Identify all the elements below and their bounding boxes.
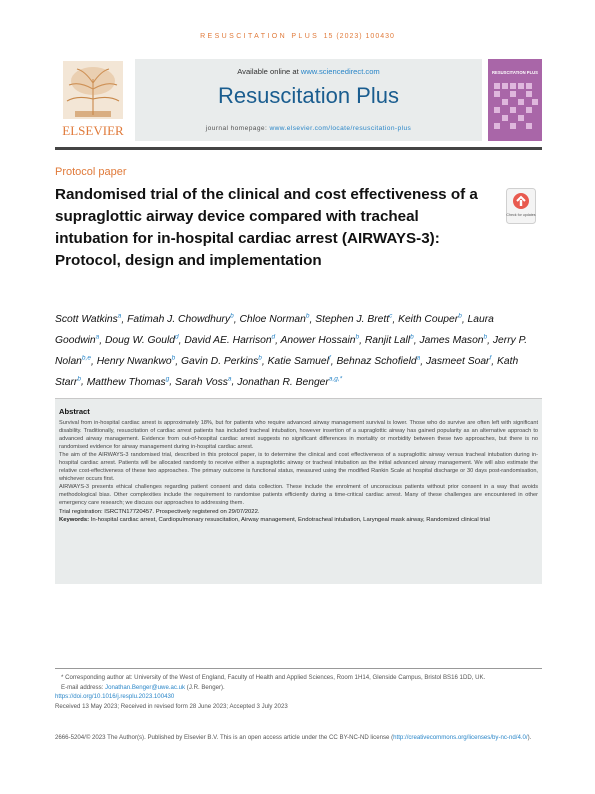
- author-affiliation-marker[interactable]: b: [230, 313, 234, 320]
- author-name: Jerry P. Nolan: [55, 335, 528, 368]
- copyright-end: ).: [527, 734, 532, 741]
- author-name: Keith Couper: [398, 314, 459, 326]
- author-name: Laura Goodwin: [55, 314, 494, 347]
- author-affiliation-marker[interactable]: a,g,*: [328, 375, 343, 383]
- author-affiliation-marker[interactable]: b: [305, 313, 310, 320]
- author: [184, 335, 275, 346]
- author: [365, 335, 414, 346]
- doi-link[interactable]: https://doi.org/10.1016/j.resplu.2023.100430: [55, 693, 175, 701]
- license-link[interactable]: http://creativecommons.org/licenses/by-nc-nd/4.0/: [393, 734, 528, 741]
- running-head: [0, 33, 595, 40]
- available-prefix: Available online at: [237, 67, 299, 76]
- journal-title: Resuscitation Plus: [218, 83, 399, 108]
- author-affiliation-marker[interactable]: b: [258, 354, 262, 362]
- author: [97, 356, 176, 367]
- abstract-paragraph: AIRWAYS-3 presents ethical challenges regarding patient consent and data collection. These include the enrolment of unconscious patients without prior consent in a way that avoids methodological bias. Other complexities include the requirement to randomise patients efficiently during a time-critical cardiac arrest. Many of these challenges are encountered in other emergency care research; we discuss our approaches to addressing them.: [59, 484, 538, 507]
- check-for-updates-badge[interactable]: [506, 188, 536, 224]
- author-affiliation-marker[interactable]: b: [458, 313, 462, 320]
- author-name: Anower Hossain: [280, 335, 356, 347]
- received-dates: Received 13 May 2023; Received in revised form 28 June 2023; Accepted 3 July 2023: [55, 703, 288, 711]
- check-updates-label: Check for updates: [506, 213, 536, 217]
- author-name: Henry Nwankwo: [96, 356, 172, 368]
- email-link[interactable]: Jonathan.Benger@uwe.ac.uk: [105, 683, 186, 691]
- author-list: Scott Watkins$^a$, Fatimah J. Chowdhury$^b$, Chloe Norman$^b$, Stephen J. Brett$^c$, Keith Couper$^b$, Laura Goodwin$^a$, Doug W. Gould$^d$, David AE. Harrison$^d$, Anower Hossain$^b$, Ranjit Lall$^b$, James Mason$^b$, Jerry P. Nolan$^{b,e}$, Henry Nwankwo$^b$, Gavin D. Perkins$^b$, Katie Samuel$^f$, Behnaz Schofield$^a$, Jasmeet Soar$^f$, Kath Starr$^b$, Matthew Thomas$^g$, Sarah Voss$^a$, Jonathan R. Benger$^{a,g,*}$: [55, 313, 528, 388]
- footnotes: [55, 673, 542, 712]
- author: [426, 356, 491, 367]
- author: [87, 377, 170, 388]
- author: [181, 356, 262, 367]
- author-affiliation-marker[interactable]: a: [95, 333, 100, 341]
- author-affiliation-marker[interactable]: c: [389, 313, 393, 320]
- copyright-notice: [55, 733, 542, 742]
- header-rule: [55, 147, 542, 150]
- author-name: Fatimah J. Chowdhury: [127, 314, 231, 326]
- author-name: Gavin D. Perkins: [181, 356, 259, 368]
- author-name: Jasmeet Soar: [425, 356, 490, 368]
- keywords-label: Keywords:: [59, 516, 90, 523]
- email-prefix: E-mail address:: [61, 683, 104, 691]
- author-affiliation-marker[interactable]: f: [489, 354, 492, 362]
- author-name: David AE. Harrison: [184, 335, 272, 347]
- author-affiliation-marker[interactable]: a: [117, 313, 122, 320]
- author-affiliation-marker[interactable]: g: [165, 375, 170, 383]
- running-head-citation: 15 (2023) 100430: [323, 33, 395, 40]
- cover-title: RESUSCITATION PLUS: [492, 70, 538, 75]
- author-affiliation-marker[interactable]: d: [175, 333, 179, 341]
- author-affiliation-marker[interactable]: f: [328, 354, 331, 362]
- corresponding-author-note: * Corresponding author at: University of the West of England, Faculty of Health and Applied Sciences, Room 1H14, Glenside Campus, Bristol BS16 1DD, UK.: [61, 674, 486, 681]
- author-name: Kath Starr: [55, 356, 519, 388]
- keywords: [59, 516, 538, 524]
- author-affiliation-marker[interactable]: b: [410, 333, 414, 341]
- email-suffix: (J.R. Benger).: [186, 683, 225, 691]
- author: [336, 356, 420, 367]
- author: [237, 377, 342, 388]
- email-line: [55, 683, 542, 693]
- abstract-paragraph: The aim of the AIRWAYS-3 randomised trial, described in this protocol paper, is to determine the clinical and cost effectiveness of a supraglottic airway versus tracheal intubation during in-hospital cardiac arrest. Patients will be allocated randomly to receive either a supraglottic airway or tracheal intubation as the initial advanced airway management. We will also estimate the relative cost-effectiveness of these two approaches. The primary outcome is functional status, measured using the modified Rankin Scale at hospital discharge or 30 days post-randomisation, whichever occurs first.: [59, 452, 538, 483]
- author-affiliation-marker[interactable]: b: [77, 375, 81, 383]
- abstract-panel: [55, 398, 542, 584]
- homepage-prefix: journal homepage:: [205, 125, 268, 132]
- author: [127, 314, 234, 325]
- keywords-text: In-hospital cardiac arrest, Cardiopulmonary resuscitation, Airway management, Endotracheal intubation, Laryngeal mask airway, Randomized clinical trial: [90, 516, 490, 523]
- available-online-line: [135, 67, 482, 76]
- author-name: Jonathan R. Benger: [237, 376, 329, 388]
- author-name: Ranjit Lall: [364, 335, 411, 347]
- abstract-paragraph: Survival from in-hospital cardiac arrest is approximately 18%, but for patients who require advanced airway management survival is lower. Those who do survive are often left with significant disability. Traditionally, resuscitation of cardiac arrest patients has included tracheal intubation, however insertion of a supraglottic airway has gained popularity as an alternative approach to advanced airway management. Evidence from out-of-hospital cardiac arrest suggests no significant differences in mortality or morbidity between these two approaches, but there is no randomised evidence for airway management during in-hospital cardiac arrest.: [59, 420, 538, 451]
- author-affiliation-marker[interactable]: a: [227, 375, 232, 383]
- author-name: Doug W. Gould: [105, 335, 176, 347]
- journal-header-box: [135, 59, 482, 141]
- elsevier-wordmark: ELSEVIER: [62, 123, 124, 138]
- author: [315, 314, 392, 325]
- abstract-body: [59, 419, 538, 524]
- journal-homepage-line: [135, 125, 482, 132]
- trial-registration: Trial registration: ISRCTN17720457. Prospectively registered on 29/07/2022.: [59, 508, 260, 515]
- journal-cover-thumbnail: [488, 59, 542, 141]
- author: [240, 314, 310, 325]
- masthead: [55, 59, 542, 141]
- article-title: Randomised trial of the clinical and cost effectiveness of a supraglottic airway device compared with tracheal intubation for in-hospital cardiac arrest (AIRWAYS-3): Protocol, design and implementation: [55, 186, 478, 269]
- author-name: Scott Watkins: [55, 314, 118, 326]
- author-name: Behnaz Schofield: [336, 356, 417, 368]
- author-affiliation-marker[interactable]: b: [355, 333, 360, 341]
- author-name: Katie Samuel: [267, 356, 329, 368]
- author-affiliation-marker[interactable]: b: [171, 354, 176, 362]
- author-name: Chloe Norman: [239, 314, 306, 326]
- footnote-rule: [55, 668, 542, 669]
- author-name: Stephen J. Brett: [315, 314, 390, 326]
- journal-homepage-link[interactable]: www.elsevier.com/locate/resuscitation-plus: [269, 125, 412, 132]
- author: [175, 377, 231, 388]
- author: [419, 335, 487, 346]
- author-name: James Mason: [419, 335, 484, 347]
- abstract-heading: Abstract: [59, 407, 90, 416]
- copyright-text: 2666-5204/© 2023 The Author(s). Published by Elsevier B.V. This is an open access article under the CC BY-NC-ND license (: [55, 734, 394, 741]
- author-affiliation-marker[interactable]: a: [416, 354, 421, 362]
- author-affiliation-marker[interactable]: b: [483, 333, 488, 341]
- author-affiliation-marker[interactable]: b,e: [81, 354, 91, 362]
- author-name: Sarah Voss: [175, 376, 228, 388]
- running-head-journal: RESUSCITATION PLUS: [200, 33, 320, 40]
- sciencedirect-link[interactable]: www.sciencedirect.com: [300, 67, 380, 76]
- author: [268, 356, 331, 367]
- author-affiliation-marker[interactable]: d: [271, 333, 276, 341]
- author-name: Matthew Thomas: [86, 376, 166, 388]
- author: [105, 335, 179, 346]
- article-type: Protocol paper: [55, 166, 127, 178]
- author: [55, 314, 121, 325]
- elsevier-logo: [55, 59, 131, 141]
- author: [398, 314, 462, 325]
- author: [281, 335, 360, 346]
